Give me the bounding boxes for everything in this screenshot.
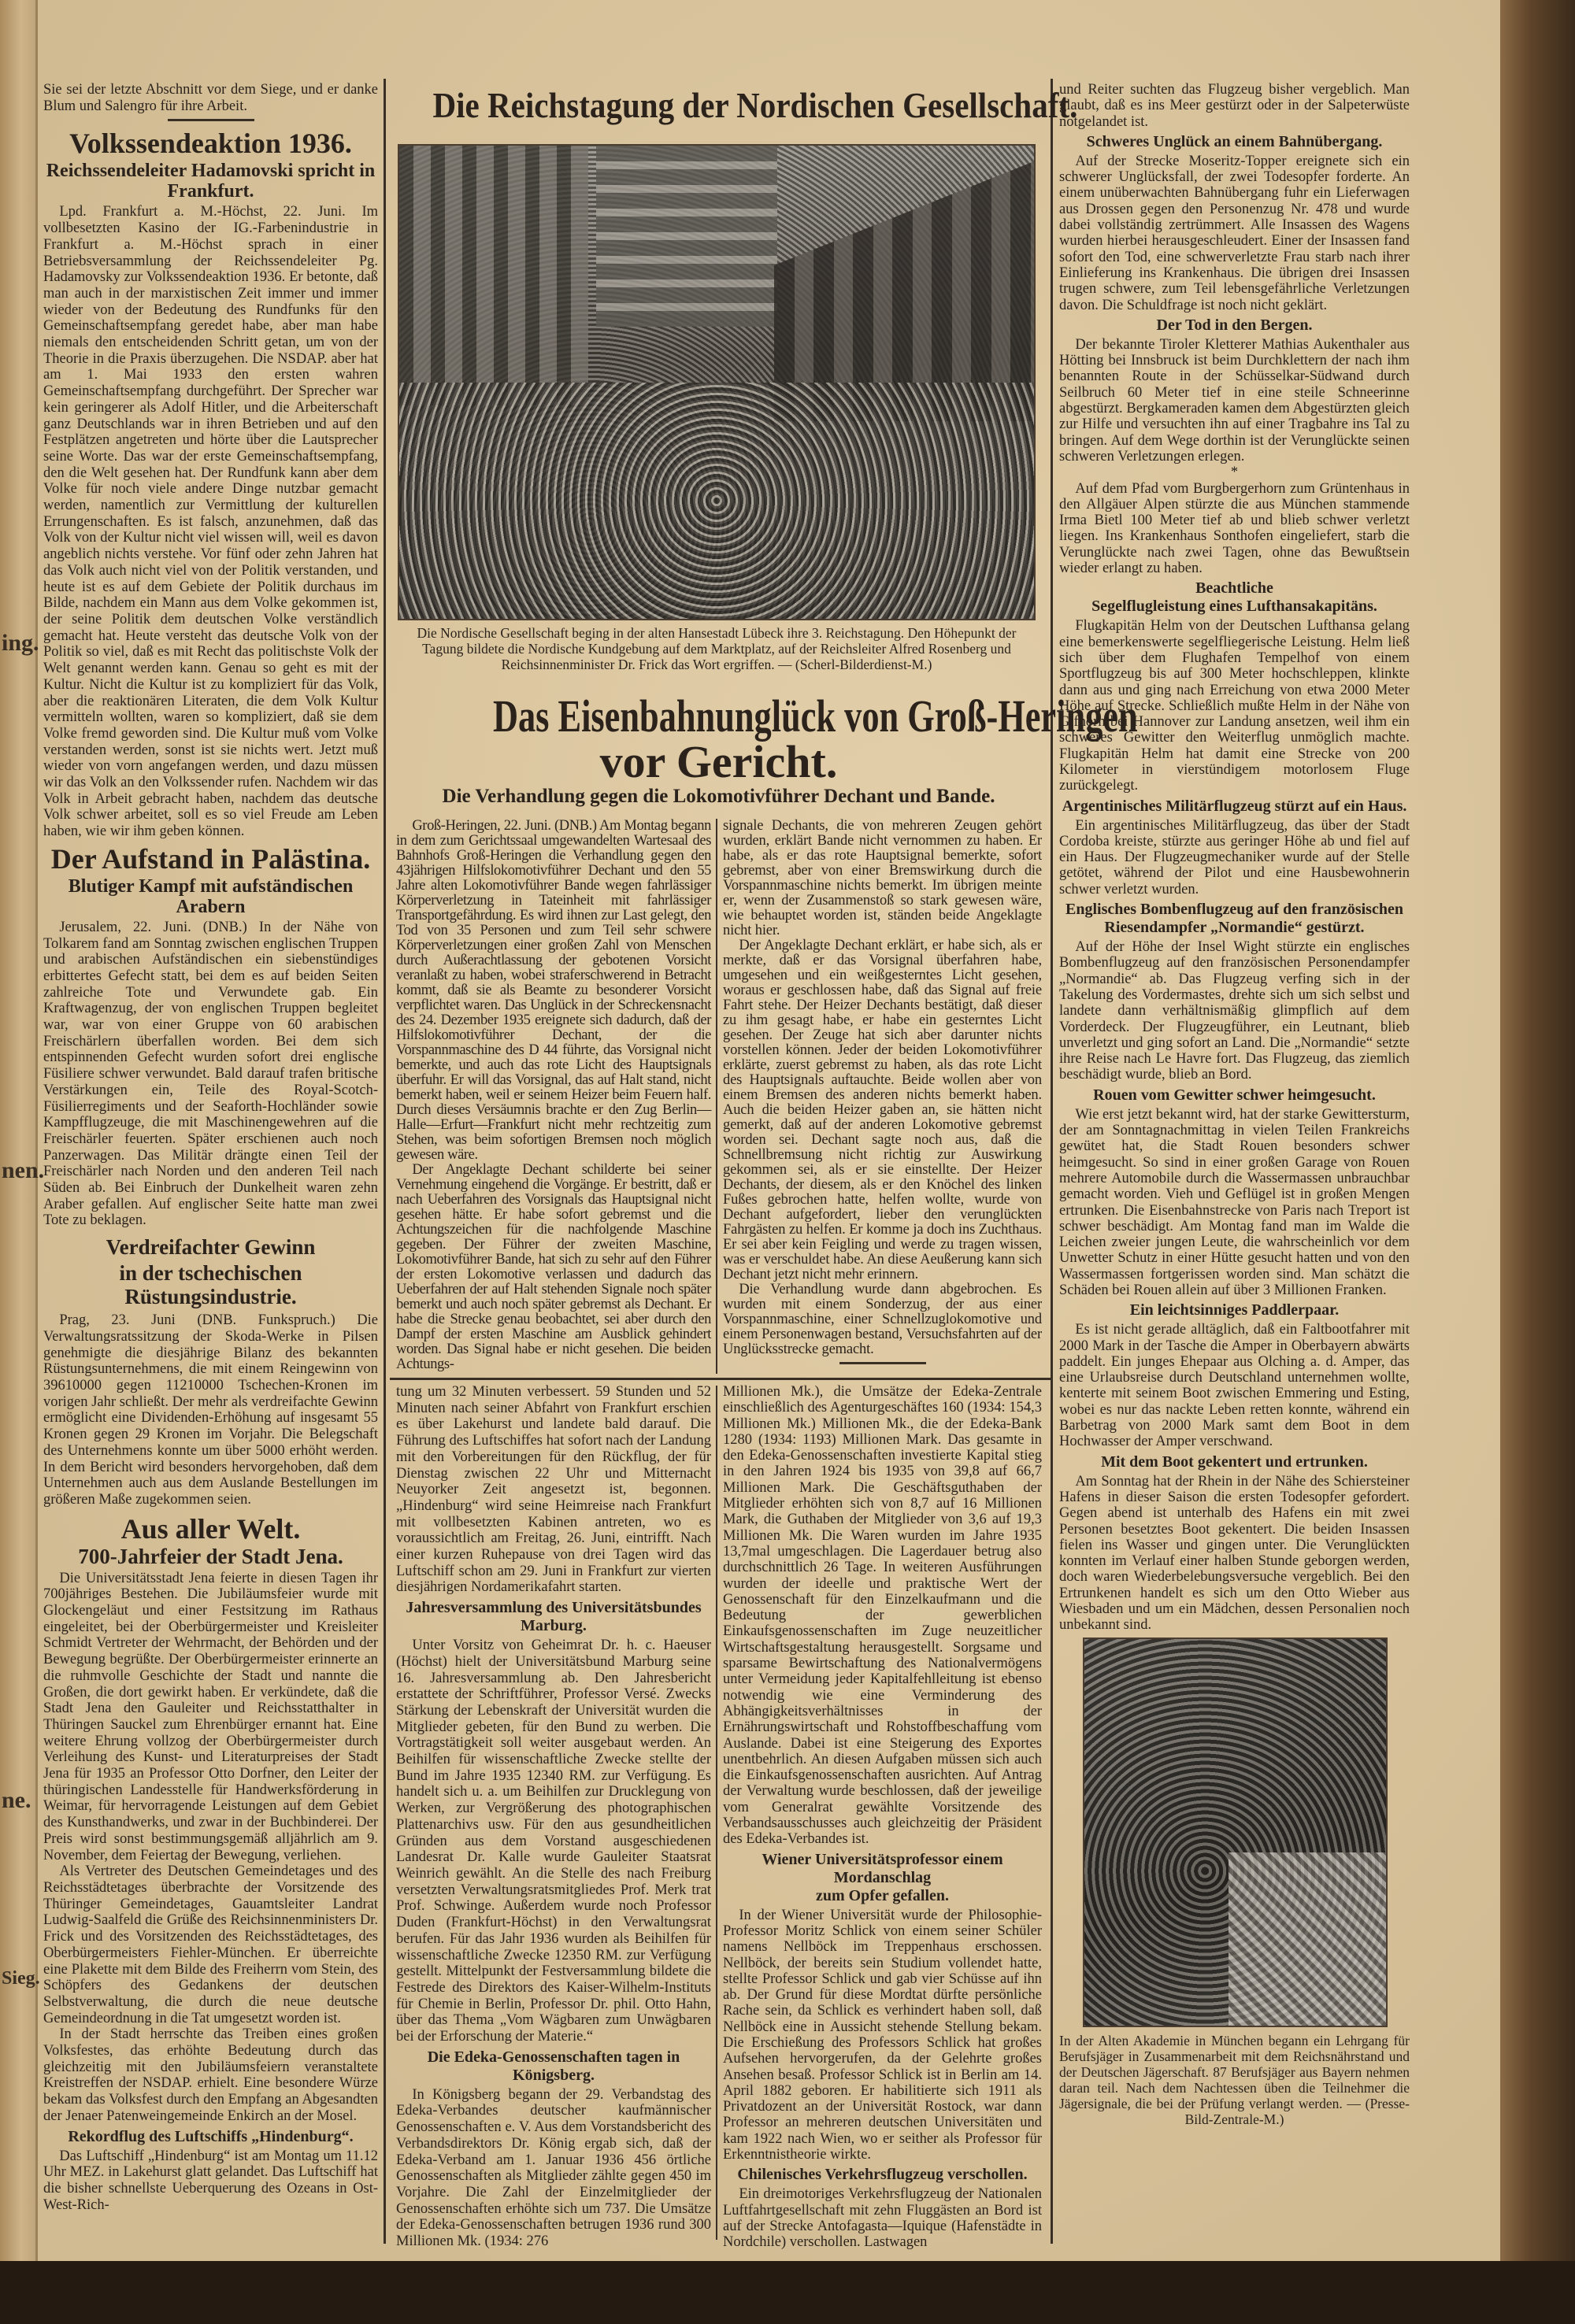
article-text: Die Verhandlung wurde dann abgebrochen. Es wurden mit einem Sonderzug, der aus einer Vorspannmaschine, einer Schnellzuglokomotive und einem Personenwagen bestand, Versuchsfahrten auf der Unglücksstrecke gemacht. xyxy=(723,1282,1042,1357)
column-1 xyxy=(43,82,378,2255)
article-text: Unter Vorsitz von Geheimrat Dr. h. c. Haeuser (Höchst) hielt der Universitätsbund Marburg seine 16. Jahresversammlung ab. Den Jahresbericht erstattete der Schriftführer, Professor Versé. Zwecks Stärkung der Lebenskraft der Universität wurden die Mitglieder gebeten, für den Bund zu werben. Die Vortragstätigkeit soll weiter ausgebaut werden. An Beihilfen für wissenschaftliche Zwecke stellte der Bund im Jahre 1935 12340 RM. zur Verfügung. Es handelt sich u. a. um Beihilfen zur Drucklegung von Werken, zur Vergrößerung des photographischen Plattenarchivs usw. Für den aus gesundheitlichen Gründen aus dem Vorstand ausgeschiedenen Landesrat Dr. Kalle wurde Gauleiter Staatsrat Weinrich gewählt. An die Stelle des nach Freiburg versetzten Verwaltungsratsmitgliedes Prof. Merk trat Prof. Schwinge. Außerdem wurde noch Professor Duden (Frankfurt-Höchst) in den Verwaltungsrat berufen. Für das Jahr 1936 wurden als Beihilfen für wissenschaftliche Zwecke 12350 RM. zur Verfügung gestellt. Mittelpunkt der Festversammlung bildete die Festrede des Direktors des Kaiser-Wilhelm-Instituts für Chemie in Berlin, Professor Dr. phil. Otto Hahn, über das Thema „Vom Wägbaren zum Unwägbaren bei der Erforschung der Materie.“ xyxy=(396,1638,711,2045)
headline-volkssendeaktion: Volkssendeaktion 1936. xyxy=(69,128,352,160)
headline-normandie: Englisches Bombenflugzeug auf den französischen xyxy=(1065,901,1403,919)
divider xyxy=(839,1362,926,1364)
headline-rail: Das Eisenbahnunglück von Groß-Heringen xyxy=(492,690,1138,742)
headline-bahnuebergang: Schweres Unglück an einem Bahnübergang. xyxy=(1086,132,1383,150)
article-text: Groß-Heringen, 22. Juni. (DNB.) Am Montag begann in dem zum Gerichtssaal umgewandelten Wartesaal des Bahnhofs Groß-Heringen die Verhandlung gegen den 43jährigen Hilfslokomotivführer Dechant und den 55 Jahre alten Lokomotivführer Bande wegen fahrlässiger Körperverletzung in Tateinheit mit fahrlässiger Transportgefährdung. Es wird ihnen zur Last gelegt, den Tod von 35 Personen und zum Teil sehr schwere Körperverletzungen einer großen Zahl von Menschen durch Außerachtlassung der gebotenen Vorsicht veranlaßt zu haben, wobei straferschwerend in Betracht kommt, daß sie als Beamte zu besonderer Vorsicht verpflichtet waren. Das Unglück in der Schreckensnacht des 24. Dezember 1935 ereignete sich dadurch, daß der Hilfslokomotivführer Dechant, der die Vorspannmaschine des D 44 führte, das Vorsignal nicht bemerkte, und auch das rote Licht des Hauptsignals überfuhr. Er will das Vorsignal, das auf Halt stand, nicht bemerkt haben, weil er seinem Heizer beim Feuern half. Durch dieses Versäumnis brachte er den Zug Berlin—Halle—Erfurt—Frankfurt nicht mehr rechtzeitig zum Stehen, was beim sofortigen Bremsen noch möglich gewesen wäre. xyxy=(396,818,711,1163)
headline-boot: Mit dem Boot gekentert und ertrunken. xyxy=(1101,1452,1368,1471)
fragment: ne. xyxy=(2,1787,32,1813)
article-text: Prag, 23. Juni (DNB. Funkspruch.) Die Verwaltungsratssitzung der Skoda-Werke in Pilsen genehmigte die diesjährige Bilanz des bekannten Rüstungsunternehmens, die mit einem Reingewinn von 39610000 gegen 11210000 Tschechen-Kronen im vorigen Jahr schließt. Der mehr als verdreifachte Gewinn ermöglicht eine Dividenden-Erhöhung auf insgesamt 55 Kronen gegen 29 Kronen im Vorjahr. Die Belegschaft des Unternehmens konnte um über 5000 erhöht werden. In dem Bericht wird besonders hervorgehoben, daß dem Unternehmen auch aus dem Auslande Bestellungen im größeren Maße zugekommen seien. xyxy=(43,1312,378,1508)
headline-chile: Chilenisches Verkehrsflugzeug verschollen. xyxy=(737,2166,1028,2184)
article-text: Ein argentinisches Militärflugzeug, das über der Stadt Cordoba kreiste, stürzte aus geringer Höhe ab und fiel auf ein Haus. Der Flugzeugmechaniker wurde auf der Stelle getötet, während der Pilot und eine Hausbewohnerin schwer verletzt wurden. xyxy=(1059,817,1410,897)
article-text: tung um 32 Minuten verbessert. 59 Stunden und 52 Minuten nach seiner Abfahrt von Frankfurt erschien es über Lakehurst und landete bald darauf. Die Führung des Luftschiffes hat sofort nach der Landung mit den Vorbereitungen für den Rückflug, der für Dienstag zwischen 22 Uhr und Mitternacht Neuyorker Zeit angesetzt ist, begonnen. „Hindenburg“ wird seine Heimreise nach Frankfurt mit vollbesetzten Kabinen antreten, wo es voraussichtlich am Freitag, 26. Juni, eintrifft. Nach einer kurzen Ruhepause von drei Tagen wird das Luftschiff schon am 29. Juni in Frankfurt zur vierten diesjährigen Nordamerikafahrt starten. xyxy=(396,1384,711,1596)
article-text: Flugkapitän Helm von der Deutschen Lufthansa gelang eine bemerkenswerte segelfliegerische Leistung. Helm ließ sich über dem Flughafen Tempelhof von einem Sportflugzeug bis auf 300 Meter hochschleppen, klinkte dann aus und ging nach Erreichung von etwa 2000 Meter Höhe auf Strecke. Schließlich mußte Helm in der Nähe von Gifhorn bei Hannover zur Landung ansetzen, weil ihm ein schweres Gewitter den Weiterflug unmöglich machte. Flugkapitän Helm hat damit eine Strecke von 200 Kilometer in vierstündigem motorlosem Fluge zurückgelegt. xyxy=(1059,618,1410,794)
headline-rail-wrap xyxy=(394,690,1138,742)
headline-reichstagung: Die Reichstagung der Nordischen Gesellschaft. xyxy=(432,85,1078,125)
column-rule xyxy=(716,819,717,1374)
headline-ruestung-2: in der tschechischen Rüstungsindustrie. xyxy=(119,1261,302,1309)
column-4 xyxy=(1059,82,1410,1633)
headline-berge: Der Tod in den Bergen. xyxy=(1156,316,1313,334)
fragment: Sieg. xyxy=(2,1968,40,1989)
headline-wien: Wiener Universitätsprofessor einem Mordanschlag xyxy=(762,1850,1003,1886)
headline-normandie-2: Riesendampfer „Normandie“ gestürzt. xyxy=(1104,919,1365,937)
article-text: In der Wiener Universität wurde der Philosophie-Professor Moritz Schlick von einem seiner Schüler namens Nellböck im Treppenhaus erschossen. Nellböck, der bereits sein Studium vollendet hatte, stellte Professor Schlick und gab vier Schüsse auf ihn ab. Der Grund für diese Mordtat dürfte persönliche Rache sein, da Schlick es verhindert haben soll, daß Nellböck eine in Aussicht stehende Stellung bekam. Die Erschießung des Professors Schlick hat großes Aufsehen hervorgerufen, da der Gelehrte großes Ansehen besaß. Professor Schlick ist in Berlin am 14. April 1882 geboren. Er habilitierte sich 1911 als Privatdozent an der Universität Rostock, war dann Professor an mehreren deutschen Universitäten und kam 1922 nach Wien, wo er seither als Professor für Erkenntnistheorie wirkte. xyxy=(723,1907,1042,2163)
separator: * xyxy=(1230,464,1239,481)
headline-rail-wrap-2 xyxy=(394,738,1043,786)
headline-marburg-2: Marburg. xyxy=(521,1617,587,1635)
column-rule xyxy=(716,1386,717,2240)
rail-column-a xyxy=(396,819,711,1374)
article-text: Auf dem Pfad vom Burgbergerhorn zum Grüntenhaus in den Allgäuer Alpen stürzte die aus München stammende Irma Bietl 100 Meter tief ab und blieb schwer verletzt liegen. Ins Krankenhaus Sonthofen eingeliefert, starb die Verunglückte nach zwei Tagen, ohne das Bewußtsein wieder erlangt zu haben. xyxy=(1059,480,1410,577)
photo-detail xyxy=(399,383,1034,619)
column-rule xyxy=(384,79,386,2244)
subhead-rail-wrap xyxy=(394,786,1043,808)
lower-column-b xyxy=(723,1384,1042,2250)
subhead: Blutiger Kampf mit aufständischen Arabern xyxy=(68,875,354,917)
article-text: Wie erst jetzt bekannt wird, hat der starke Gewittersturm, der am Sonntagnachmittag in vielen Teilen Frankreichs gewütet hat, die Stadt Rouen besonders schwer heimgesucht. So sind in einer großen Garage von Rouen mehrere Automobile durch die Wassermassen unbrauchbar gemacht worden. Vieh und Geflügel ist in großen Mengen ertrunken. Die Eisenbahnstrecke von Paris nach Treport ist schwer beschädigt. Am Montag fand man im Walde die Leichen zweier jungen Leute, die wahrscheinlich vor dem Unwetter Schutz in einer Hütte gesucht hatten und von den Wassermassen fortgerissen worden sind. Man schätzt die Schäden bei Rouen allein auf über 3 Millionen Franken. xyxy=(1059,1106,1410,1298)
headline-rail-2: vor Gericht. xyxy=(599,736,838,787)
headline-argentinien: Argentinisches Militärflugzeug stürzt auf ein Haus. xyxy=(1062,797,1407,815)
photo-detail xyxy=(1228,1852,1386,2026)
headline-reichstagung-wrap xyxy=(394,83,1078,128)
headline-hindenburg: Rekordflug des Luftschiffs „Hindenburg“. xyxy=(68,2127,354,2145)
headline-jena: 700-Jahrfeier der Stadt Jena. xyxy=(78,1544,343,1568)
headline-rouen: Rouen vom Gewitter schwer heimgesucht. xyxy=(1093,1086,1376,1104)
divider xyxy=(168,119,254,121)
headline-segelflug-2: Segelflugleistung eines Lufthansakapitäns. xyxy=(1091,598,1377,616)
rail-column-b xyxy=(723,819,1042,1374)
article-text: Das Luftschiff „Hindenburg“ ist am Montag um 11.12 Uhr MEZ. in Lakehurst glatt gelandet. Das Luftschiff hat die bisher schnellste Ueberquerung des Ozeans in Ost-West-Rich- xyxy=(43,2148,378,2213)
article-text: Die Universitätsstadt Jena feierte in diesen Tagen ihr 700jähriges Bestehen. Die Jubiläumsfeier wurde mit Glockengeläut und einer Festsitzung im Rathaus eingeleitet, bei der Oberbürgermeister und Kreisleiter Schmidt Vertreter der Wehrmacht, der Behörden und der Bewegung begrüßte. Der Oberbürgermeister erinnerte an die ruhmvolle Geschichte der Stadt und nannte die Großen, die dort gewirkt haben. Er verkündete, daß die Stadt Jena den Gauleiter und Reichsstatthalter in Thüringen Sauckel zum Ehrenbürger ernannt hat. Eine weitere Ehrung vollzog der Oberbürgermeister durch Verleihung des Kunst- und Literaturpreises der Stadt Jena für 1935 an Professor Otto Dorfner, den Leiter der thüringischen Landesstelle für Handwerksförderung in Weimar, für hervorragende Leistungen auf dem Gebiet des Kunsthandwerks, und zwar in der Buchbinderei. Der Preis wird sonst bestimmungsgemäß alljährlich am 9. November, dem Feiertag der Bewegung, verliehen. xyxy=(43,1570,378,1863)
article-text: Lpd. Frankfurt a. M.-Höchst, 22. Juni. Im vollbesetzten Kasino der IG.-Farbenindustrie in Frankfurt a. M.-Höchst sprach in einer Betriebsversammlung der Reichssendeleiter Pg. Hadamovsky zur Volkssendeaktion 1936. Er betonte, daß man auch in der marxistischen Zeit immer und immer wieder von der Bedeutung des Rundfunks für den Gemeinschaftsempfang geredet habe, aber man habe niemals den entscheidenden Schritt getan, um von der Theorie in die Praxis überzugehen. Die NSDAP. aber hat am 1. Mai 1933 den ersten wahren Gemeinschaftsempfang durchgeführt. Der Sprecher war kein geringerer als Adolf Hitler, und die Arbeiterschaft ganz Deutschlands war in ihren Betrieben und auf den Festplätzen angetreten und hörte über die Lautsprecher seine Worte. Das war der erste Gemeinschaftsempfang, den die Welt gesehen hat. Der Rundfunk kann aber dem Volke für noch viele andere Dinge nutzbar gemacht werden, namentlich zur Vermittlung der kulturellen Errungenschaften. Es ist falsch, anzunehmen, daß das Volk von der Kultur nicht viel wissen will, weil es davon angeblich nichts verstehe. Vor fünf oder zehn Jahren hat das Volk auch nicht viel von der Politik verstanden, und heute ist es auf dem Gebiete der Politik durchaus im Bilde, nachdem ein Mann aus dem Volke gekommen ist, der seine Politik dem deutschen Volke verständlich gemacht hat. Heute versteht das deutsche Volk von der Politik so viel, daß es mit Recht das politischste Volk der Welt genannt werden kann. Genau so geht es mit der Kultur. Nicht die Kultur ist zu kompliziert für das Volk, aber die reaktionären Literaten, die dem Volk Kultur vermitteln wollten, waren so kompliziert, daß sie dem Volke fremd geworden sind. Die Kultur muß vom Volke verstanden werden, sonst ist sie nichts wert. Jetzt muß wieder von vorn angefangen werden, und dazu müssen wir das Volk an den Volkssender rufen. Nachdem wir das Volk in Arbeit gebracht haben, nachdem das deutsche Volk schwer arbeitet, soll es so viel Freude am Leben haben, wie wir ihm geben können. xyxy=(43,204,378,840)
section-title: Aus aller Welt. xyxy=(120,1512,301,1545)
fragment: nen. xyxy=(2,1157,45,1183)
article-text: Am Sonntag hat der Rhein in der Nähe des Schiersteiner Hafens in dieser Saison die ersten Todesopfer gefordert. Gegen abend ist unterhalb des Hafens ein mit zwei Personen besetztes Boot gekentert. Die beiden Insassen fielen ins Wasser und gingen unter. Die Verunglückten konnten im Verlauf einer halben Stunde geborgen werden, doch waren Wiederbelebungsversuche vergeblich. Bei den Ertrunkenen handelt es sich um den Otto Wieber aus Wiesbaden und um ein Mädchen, dessen Personalien noch unbekannt sind. xyxy=(1059,1473,1410,1634)
photo-detail xyxy=(399,146,588,405)
column-rule xyxy=(1051,79,1053,2244)
article-text: In Königsberg begann der 29. Verbandstag des Edeka-Verbandes deutscher kaufmännischer Genossenschaften e. V. Aus dem Vorstandsbericht des Verbandsdirektors Dr. König ergab sich, daß der Edeka-Verband am 1. Januar 1936 456 örtliche Genossenschaften als Mitglieder zählte gegen 450 im Vorjahre. Die Zahl der Einzelmitglieder der Genossenschaften erhöhte sich um 737. Die Umsätze der Edeka-Genossenschaften betrugen 1936 rund 300 Millionen Mk. (1934: 276 xyxy=(396,2086,711,2250)
article-text: Als Vertreter des Deutschen Gemeindetages und des Reichsstädtetages überbrachte der Vorsitzende des Thüringer Gemeindetages, Gauamtsleiter Landrat Ludwig-Saalfeld die Grüße des Reichsinnenministers Dr. Frick und des Vorsitzenden des Reichsstädtetages, des Oberbürgermeisters Fiehler-München. Er überreichte eine Plakette mit dem Bilde des Freiherrn vom Stein, des Schöpfers des Gedankens der deutschen Selbstverwaltung, die durch die neue deutsche Gemeindeordnung in die Tat umgesetzt worden ist. xyxy=(43,1863,378,2026)
article-text: In der Stadt herrschte das Treiben eines großen Volksfestes, das erhöhte Bedeutung durch das gleichzeitig mit den Jubiläumsfeiern veranstaltete Kreistreffen der NSDAP. erhielt. Eine besondere Würze bekam das Volksfest durch den Empfang an Abgesandten der Jenaer Patenweingemeinde Enkirch an der Mosel. xyxy=(43,2026,378,2124)
article-text: Auf der Höhe der Insel Wight stürzte ein englisches Bombenflugzeug auf den französischen Personendampfer „Normandie“ ab. Das Flugzeug verfing sich in der Takelung des Vordermastes, drehte sich um sich selbst und landete dann verhältnismäßig glimpflich auf dem Vorderdeck. Der Flugzeugführer, ein Leutnant, blieb unverletzt und ging sofort an Land. Die „Normandie“ setzte ihre Reise nach Le Havre fort. Das Flugzeug, das ziemlich beschädigt wurde, blieb an Bord. xyxy=(1059,939,1410,1083)
photo-berufsjaeger xyxy=(1083,1638,1388,2027)
subhead: Reichssendeleiter Hadamovski spricht in Frankfurt. xyxy=(46,161,376,202)
section-rule xyxy=(390,1378,1051,1380)
article-text: Jerusalem, 22. Juni. (DNB.) In der Nähe von Tolkarem fand am Sonntag zwischen englischen Truppen und arabischen Aufständischen ein siebenstündiges erbittertes Gefecht statt, bei dem es auf beiden Seiten zahlreiche Tote und Verwundete gab. Ein Kraftwagenzug, der von englischen Truppen begleitet war, war von einer Gruppe von 60 arabischen Freischärlern überfallen worden. Bei dem sich entspinnenden Gefecht wurden sofort drei englische Füsiliere schwer verwundet. Bald darauf trafen britische Verstärkungen ein, Teile des Royal-Scotch-Füsilierregiments und der Seaforth-Hochländer sowie Kampfflugzeuge, die mit Maschinengewehren auf die Freischärler feuerten. Später erschienen auch noch Panzerwagen. Das Militär drängte einen Teil der Freischärler nach Norden und den anderen Teil nach Süden ab. Bei Einbruch der Dunkelheit waren zehn Araber gefallen. Auf englischer Seite hatte man zwei Tote zu beklagen. xyxy=(43,919,378,1229)
photo-detail xyxy=(596,146,777,327)
headline-paddler: Ein leichtsinniges Paddlerpaar. xyxy=(1129,1301,1340,1319)
adjacent-page-edge xyxy=(0,0,45,2261)
article-text: Der Angeklagte Dechant schilderte bei seiner Vernehmung eingehend die Vorgänge. Er bestritt, daß er nach Ueberfahren des Vorsignals das Hauptsignal nicht gesehen hätte. Er habe sofort gebremst und die Achtungszeichen für die nachfolgende Maschine gegeben. Der Führer der zweiten Maschine, Lokomotivführer Bande, hat sich zu sehr auf den Führer der ersten Lokomotive verlassen und dadurch das Ueberfahren der auf Halt stehenden Signale noch später bemerkt und auch noch später gebremst als Dechant. Er habe die Strecke genau beobachtet, sei aber durch den Dampf der ersten Maschine am Ausblick gehindert worden. Das Signal habe er nicht gesehen. Die beiden Achtungs- xyxy=(396,1162,711,1372)
fragment: ing. xyxy=(2,630,39,656)
article-text: Millionen Mk.), die Umsätze der Edeka-Zentrale einschließlich des Agenturgeschäftes 160 (1934: 154,3 Millionen Mk.) Millionen Mk., die der Edeka-Bank 1280 (1934: 1193) Millionen Mark. Das gesamte in den Edeka-Genossenschaften investierte Kapital stieg in den Jahren 1924 bis 1935 von 39,8 auf 66,7 Millionen Mark. Die Geschäftsguthaben der Mitglieder erhöhten sich von 8,7 auf 16 Millionen Mark, die Guthaben der Mitglieder von 3,6 auf 19,3 Millionen Mk. Die Waren wurden im Jahre 1935 13,7mal umgeschlagen. Die Lagerdauer betrug also durchschnittlich 26 Tage. In weiteren Ausführungen wurden der ideelle und praktische Wert der Genossenschaft für den Einzelkaufmann und die Bedeutung der gewerblichen Einkaufsgenossenschaften im Zuge neuzeitlicher Wirtschaftsgestaltung herausgestellt. Sorgsame und sparsame Bewirtschaftung des Nationalvermögens unter Vermeidung jeder Kapitalfehlleitung ist ebenso notwendig wie eine Verminderung des Abhängigkeitsverhältnisses in der Ernährungswirtschaft und Rohstoffbeschaffung vom Auslande. Dabei ist eine Steigerung des Exportes unentbehrlich. An diesen Aufgaben müssen sich auch die Einkaufsgenossenschaften ausrichten. Auf Antrag der Verwaltung wurde beschlossen, daß der jeweilige vom Generalrat gewählte Vorsitzende des Verbandsausschusses auch gleichzeitig der Präsident des Edeka-Verbandes ist. xyxy=(723,1384,1042,1848)
article-text: Der Angeklagte Dechant erklärt, er habe sich, als er merkte, daß er das Vorsignal überfahren habe, umgesehen und ein weißgesterntes Licht gesehen, woraus er geschlossen habe, daß das Signal auf freie Fahrt stehe. Der Heizer Dechants bestätigt, daß dieser zu ihm gesagt habe, er habe ein gesterntes Licht gesehen. Der Zeuge hat sich aber darunter nichts vorstellen können. Jeder der beiden Lokomotivführer erklärte, zuerst gebremst zu haben, als das rote Licht des Hauptsignals auftauchte. Beide wollen aber von einem Bremsen des anderen nichts bemerkt haben. Auch die beiden Heizer gaben an, sie hätten nicht gemerkt, daß auf der anderen Lokomotive gebremst worden sei. Dechant sagte noch aus, daß die Schnellbremsung nicht richtig zur Auswirkung gekommen sei, als er sie einstellte. Der Heizer Dechants, der diesem, als er den Knöchel des linken Fußes gebrochen hatte, helfen wollte, wurde von Dechant aufgefordert, lieber den verunglückten Fahrgästen zu helfen. Er komme ja doch ins Zuchthaus. Er sei aber kein Feigling und werde zu tragen wissen, was er verschuldet habe. An diese Aeußerung kann sich Dechant jetzt nicht mehr erinnern. xyxy=(723,938,1042,1282)
article-text: Der bekannte Tiroler Kletterer Mathias Aukenthaler aus Hötting bei Innsbruck ist beim Durchklettern der nach ihm benannten Route in der Schüsselkar-Südwand durch Seilbruch 60 Meter tief in eine steile Schneerinne abgestürzt. Bergkameraden kamen dem Abgestürzten gleich zur Hilfe und versuchten ihn auf einer Tragbahre ins Tal zu bringen. Auf dem Wege dorthin ist der Verunglückte seinen schweren Verletzungen erlegen. xyxy=(1059,336,1410,464)
article-text: und Reiter suchten das Flugzeug bisher vergeblich. Man glaubt, daß es ins Meer gestürzt oder in der Salpeterwüste notgelandet ist. xyxy=(1059,82,1410,130)
article-fragment: Sie sei der letzte Abschnitt vor dem Siege, und er danke Blum und Salengro für ihre Arbeit. xyxy=(43,82,378,114)
headline-segelflug: Beachtliche xyxy=(1195,579,1273,598)
headline-marburg: Jahresversammlung des Universitätsbundes xyxy=(406,1599,702,1617)
photo-caption: In der Alten Akademie in München begann ein Lehrgang für Berufsjäger in Zusammenarbeit mit dem Reichsnährstand und der Deutschen Jägerschaft. 87 Berufsjäger aus Bayern nehmen daran teil. Nach dem Nachtessen üben die Teilnehmer die Jägersignale, die bei der Prüfung verlangt werden. — (Presse-Bild-Zentrale-M.) xyxy=(1059,2033,1410,2127)
article-text: Es ist nicht gerade alltäglich, daß ein Faltbootfahrer mit 2000 Mark in der Tasche die Amper in Oberbayern abwärts paddelt. Ein junges Ehepaar aus Olching a. d. Amper, das eine Urlaubsreise durch Deutschland unternehmen wollte, kenterte mit seinem Boot zwischen Emmering und Esting, wobei es nur das nackte Leben retten konnte, während ein Barbetrag von 2000 Mark samt dem Boot in dem Hochwasser der Amper verschwand. xyxy=(1059,1322,1410,1450)
article-text: Ein dreimotoriges Verkehrsflugzeug der Nationalen Luftfahrtgesellschaft mit zehn Fluggästen an Bord ist auf der Strecke Antofagasta—Iquique (Hafenstädte in Nordchile) verschollen. Lastwagen xyxy=(723,2186,1042,2251)
photo-caption: Die Nordische Gesellschaft beging in der alten Hansestadt Lübeck ihre 3. Reichstagung. Den Höhepunkt der Tagung bildete die Nordische Kundgebung auf dem Marktplatz, auf der Reichsleiter Alfred Rosenberg und Reichsinnenminister Dr. Frick das Wort ergriffen. — (Scherl-Bilderdienst-M.) xyxy=(417,625,1017,672)
article-text: signale Dechants, die von mehreren Zeugen gehört wurden, erklärt Bande nicht vernommen zu haben. Er habe, als er das rote Hauptsignal bemerkte, sofort gebremst, aber von einer Bremswirkung durch die Vorspannmaschine nichts bemerkt. Im übrigen meinte er, wenn der Zusammenstoß so stark gewesen wäre, wie behauptet worden ist, ständen beide Angeklagte nicht hier. xyxy=(723,818,1042,938)
subhead-rail: Die Verhandlung gegen die Lokomotivführer Dechant und Bande. xyxy=(442,786,995,807)
book-binding-edge xyxy=(1500,0,1575,2261)
article-text: Auf der Strecke Moseritz-Topper ereignete sich ein schwerer Unglücksfall, der zwei Todesopfer forderte. An einem unüberwachten Bahnübergang fuhr ein Lieferwagen aus Drossen gegen den Personenzug Nr. 478 und wurde dabei vollständig zertrümmert. Alle Insassen des Wagens wurden hierbei herausgeschleudert. Einer der Insassen fand sofort den Tod, eine schwerverletzte Frau starb nach ihrer Einlieferung ins Krankenhaus. Die übrigen drei Insassen trugen schwere, zum Teil lebensgefährliche Verletzungen davon. Die Schuldfrage ist noch nicht geklärt. xyxy=(1059,153,1410,313)
headline-wien-2: zum Opfer gefallen. xyxy=(815,1886,950,1904)
headline-ruestung: Verdreifachter Gewinn xyxy=(106,1235,316,1260)
photo-luebeck-marktplatz xyxy=(398,144,1036,620)
lower-column-a xyxy=(396,1384,711,2250)
headline-palaestina: Der Aufstand in Palästina. xyxy=(50,842,371,875)
headline-edeka: Die Edeka-Genossenschaften tagen in Königsberg. xyxy=(427,2048,680,2084)
